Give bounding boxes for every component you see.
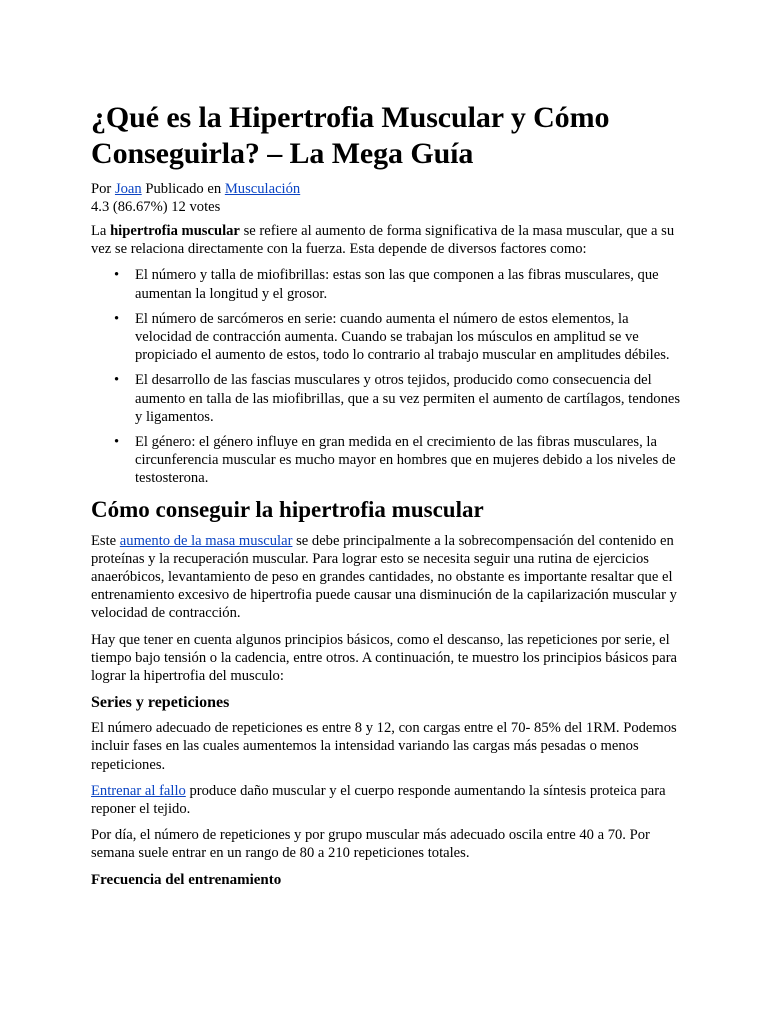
bullet-icon: • (114, 267, 120, 284)
bullet-icon: • (114, 310, 120, 327)
rating-text: 4.3 (86.67%) 12 votes (91, 199, 221, 215)
published-label: Publicado en (145, 181, 222, 197)
intro-before: La (91, 223, 107, 239)
list-item-text: El número de sarcómeros en serie: cuando aumenta el número de estos elementos, la velocidad de contracción aumenta. Cuando se trabajan los músculos en amplitud se ve propiciado el aumento de estos, todo lo contrario al trabajo muscular en amplitudes débiles. (135, 310, 670, 364)
article (91, 100, 681, 890)
p1-after: se debe principalmente a la sobrecompensación del contenido en proteínas y la recuperación muscular. Para lograr esto se necesita seguir una rutina de ejercicios anaeróbicos, levantamiento de peso en grandes cantidades, no obstante es importante resaltar que el entrenamiento excesivo de hipertrofia puede causar una disminución de la capilarización muscular y velocidad de contracción. (91, 532, 677, 622)
bullet-icon: • (114, 434, 120, 451)
how-to-paragraph-2: Hay que tener en cuenta algunos principios básicos, como el descanso, las repeticiones por serie, el tiempo bajo tensión o la cadencia, entre otros. A continuación, te muestro los principios básicos para lograr la hipertrofia del musculo: (91, 631, 678, 685)
failure-training-link[interactable]: Entrenar al fallo (91, 782, 186, 799)
p2-after: produce daño muscular y el cuerpo responde aumentando la síntesis proteica para reponer el tejido. (91, 782, 666, 818)
section-heading-series: Series y repeticiones (91, 694, 230, 712)
category-link[interactable]: Musculación (224, 181, 301, 197)
intro-paragraph (91, 222, 681, 258)
intro-after: se refiere al aumento de forma significativa de la masa muscular, que a su vez se relaciona directamente con la fuerza. Esta depende de diversos factores como: (91, 223, 675, 258)
byline (91, 180, 681, 198)
list-item-text: El género: el género influye en gran medida en el crecimiento de las fibras musculares, la circunferencia muscular es mucho mayor en hombres que en mujeres debido a los niveles de testosterona. (135, 434, 676, 487)
list-item (114, 433, 681, 488)
page-title: ¿Qué es la Hipertrofia Muscular y Cómo Conseguirla? – La Mega Guía (91, 101, 610, 170)
how-to-paragraph-1 (91, 532, 681, 623)
by-label: Por (91, 181, 112, 197)
list-item-text: El número y talla de miofibrillas: estas son las que componen a las fibras musculares, que aumentan la longitud y el grosor. (135, 267, 659, 302)
series-paragraph-1: El número adecuado de repeticiones es entre 8 y 12, con cargas entre el 70- 85% del 1RM. Podemos incluir fases en las cuales aumentemos la intensidad variando las cargas más pesadas o menos repeticiones. (91, 720, 677, 773)
list-item-text: El desarrollo de las fascias musculares y otros tejidos, producido como consecuencia del aumento en talla de las miofibrillas, que a su vez permiten el aumento de cartílagos, tendones y ligamentos. (135, 372, 681, 425)
intro-bold: hipertrofia muscular (110, 223, 240, 239)
bullet-icon: • (114, 372, 120, 389)
author-link[interactable]: Joan (114, 181, 142, 197)
series-paragraph-3: Por día, el número de repeticiones y por grupo muscular más adecuado oscila entre 40 a 70. Por semana suele entrar en un rango de 80 a 210 repeticiones totales. (91, 827, 650, 862)
muscle-mass-link[interactable]: aumento de la masa muscular (119, 532, 293, 549)
factors-list (91, 266, 681, 487)
series-paragraph-2 (91, 782, 681, 818)
list-item (114, 371, 681, 426)
list-item (114, 266, 681, 302)
p1-before: Este (91, 532, 117, 549)
list-item (114, 310, 681, 365)
section-heading-frequency: Frecuencia del entrenamiento (91, 871, 282, 888)
article-meta (91, 180, 681, 216)
section-heading-how-to: Cómo conseguir la hipertrofia muscular (91, 496, 484, 522)
